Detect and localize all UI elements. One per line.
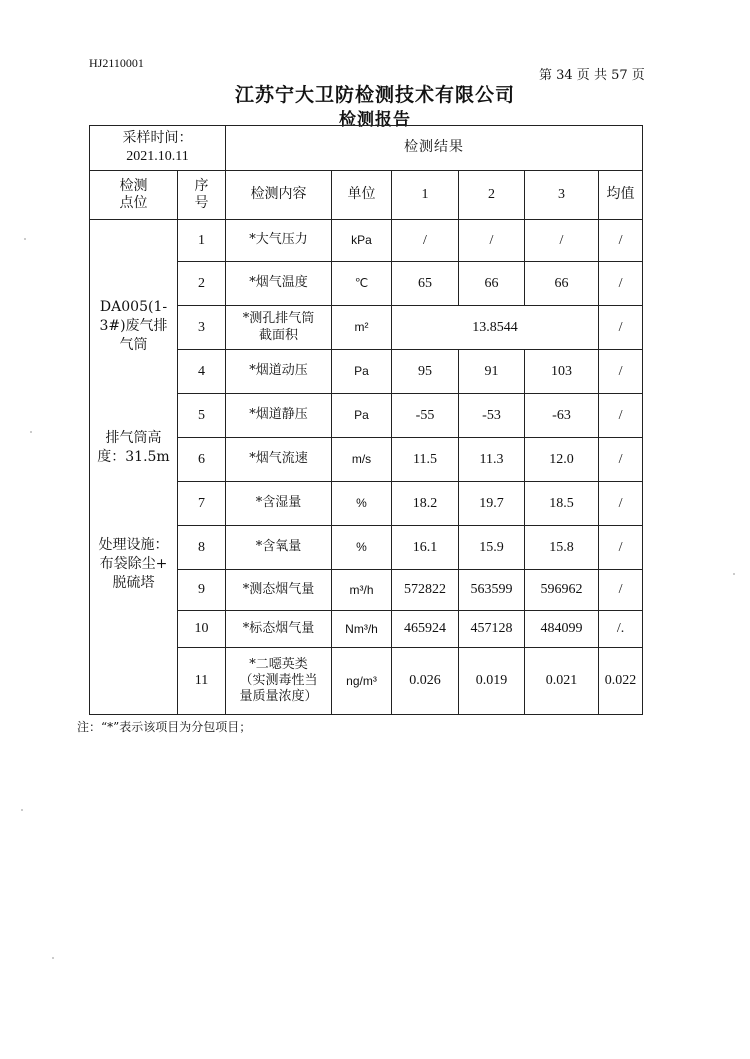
column-header-unit: 单位 [332,171,392,220]
row-unit: % [332,526,392,570]
row-item: *烟道动压 [226,350,332,394]
scan-speck [24,238,26,240]
row-item: *含湿量 [226,482,332,526]
row-unit: Pa [332,394,392,438]
row-item: *测态烟气量 [226,570,332,611]
row-average: / [599,220,643,262]
page-number: 第 34 页 共 57 页 [539,68,645,83]
treatment-facility: 处理设施： 布袋除尘+ 脱硫塔 [98,537,169,592]
column-header-item: 检测内容 [226,171,332,220]
row-unit: ℃ [332,262,392,306]
sampling-time-cell [90,126,226,171]
row-value-2: / [459,220,525,262]
footnote: 注：“*”表示该项目为分包项目； [77,720,252,734]
row-value-3: 15.8 [525,526,599,570]
row-unit: ng/m³ [332,648,392,715]
row-value-3: 12.0 [525,438,599,482]
row-seq: 6 [178,438,226,482]
row-value-1: 465924 [392,611,459,648]
row-seq: 9 [178,570,226,611]
company-name: 江苏宁大卫防检测技术有限公司 [234,84,515,106]
row-seq: 1 [178,220,226,262]
row-seq: 7 [178,482,226,526]
row-value-2: 11.3 [459,438,525,482]
row-item: *大气压力 [226,220,332,262]
row-average: / [599,306,643,350]
row-unit: m³/h [332,570,392,611]
row-average: / [599,570,643,611]
sampling-time-label: 采样时间： [122,130,193,147]
row-average: / [599,350,643,394]
stack-height: 排气筒高 度：31.5m [97,429,170,465]
row-value-1: 11.5 [392,438,459,482]
row-seq: 8 [178,526,226,570]
row-unit: Pa [332,350,392,394]
table-row [90,220,643,262]
row-item: *烟气温度 [226,262,332,306]
row-value-2: 563599 [459,570,525,611]
results-table [89,125,643,715]
table-header-row-1 [90,126,643,171]
row-value-1: 16.1 [392,526,459,570]
row-value-3: 103 [525,350,599,394]
row-average: 0.022 [599,648,643,715]
row-unit: m² [332,306,392,350]
column-header-seq: 序 号 [178,171,226,220]
row-seq: 10 [178,611,226,648]
row-value-2: 457128 [459,611,525,648]
document-id: HJ2110001 [89,56,144,70]
column-header-2: 2 [459,171,525,220]
row-item: *烟气流速 [226,438,332,482]
row-seq: 2 [178,262,226,306]
row-item: *标态烟气量 [226,611,332,648]
point-name: DA005(1- 3#)废气排 气筒 [99,299,168,353]
row-value-1: 572822 [392,570,459,611]
row-item: *二噁英类 （实测毒性当 量质量浓度） [226,648,332,715]
row-unit: m/s [332,438,392,482]
row-value-2: -53 [459,394,525,438]
table-header-row-2 [90,171,643,220]
scan-speck [733,573,735,575]
row-seq: 11 [178,648,226,715]
row-unit: % [332,482,392,526]
row-value-2: 19.7 [459,482,525,526]
sampling-point-cell [90,220,178,715]
column-header-3: 3 [525,171,599,220]
report-title: 检测报告 [339,110,411,130]
row-average: / [599,262,643,306]
row-value-1: 18.2 [392,482,459,526]
row-value-1: / [392,220,459,262]
row-merged-value: 13.8544 [392,306,599,350]
scan-speck [30,431,32,433]
row-value-3: 18.5 [525,482,599,526]
column-header-point: 检测 点位 [90,171,178,220]
row-average: /. [599,611,643,648]
row-seq: 3 [178,306,226,350]
row-value-3: / [525,220,599,262]
row-value-3: 66 [525,262,599,306]
row-seq: 4 [178,350,226,394]
row-value-3: 596962 [525,570,599,611]
row-average: / [599,482,643,526]
row-value-3: -63 [525,394,599,438]
row-value-1: 65 [392,262,459,306]
column-header-1: 1 [392,171,459,220]
row-value-3: 484099 [525,611,599,648]
row-value-2: 91 [459,350,525,394]
row-seq: 5 [178,394,226,438]
sampling-date: 2021.10.11 [126,149,189,164]
row-value-1: 95 [392,350,459,394]
row-average: / [599,394,643,438]
row-value-3: 0.021 [525,648,599,715]
row-value-2: 66 [459,262,525,306]
scan-speck [52,957,54,959]
row-item: *含氧量 [226,526,332,570]
scan-speck [21,809,23,811]
column-header-average: 均值 [599,171,643,220]
row-unit: Nm³/h [332,611,392,648]
row-value-1: 0.026 [392,648,459,715]
row-item: *烟道静压 [226,394,332,438]
row-unit: kPa [332,220,392,262]
row-item: *测孔排气筒 截面积 [226,306,332,350]
row-value-2: 15.9 [459,526,525,570]
row-value-1: -55 [392,394,459,438]
row-value-2: 0.019 [459,648,525,715]
row-average: / [599,526,643,570]
results-header: 检测结果 [226,126,643,171]
row-average: / [599,438,643,482]
